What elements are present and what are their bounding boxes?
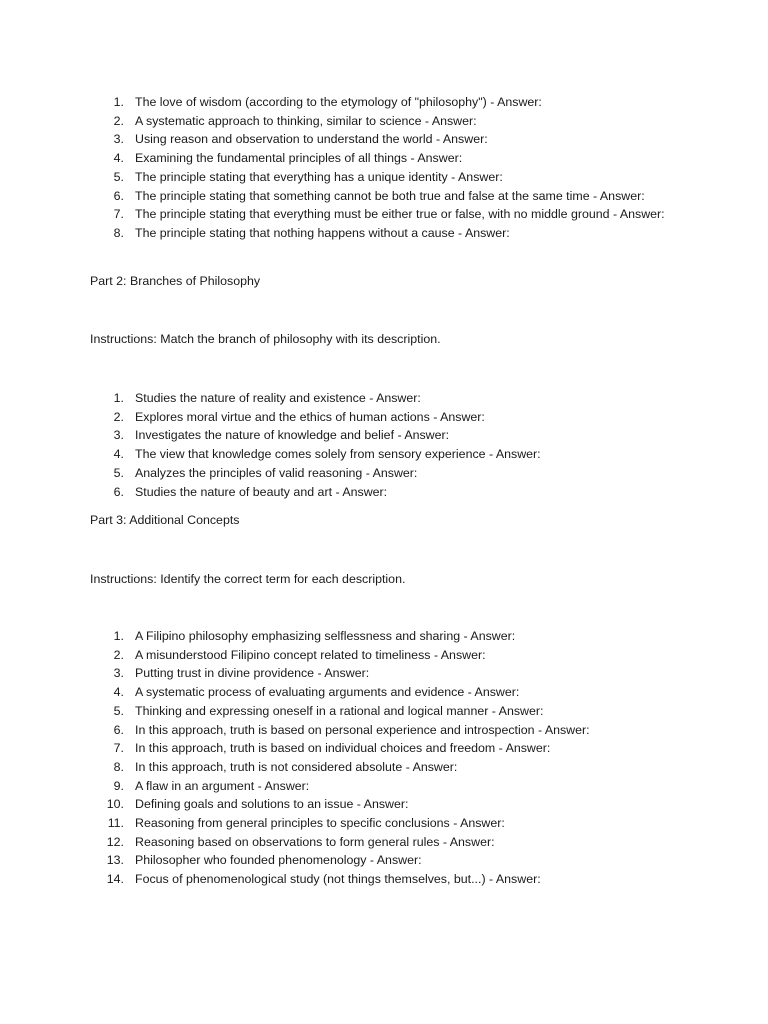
list-item bbox=[90, 224, 690, 243]
list-item bbox=[90, 664, 690, 683]
item-number: 7. bbox=[113, 741, 124, 756]
list-item bbox=[90, 408, 690, 427]
item-number: 2. bbox=[113, 409, 124, 424]
item-text: Studies the nature of reality and existence - Answer: bbox=[135, 391, 421, 405]
item-text: Using reason and observation to understand the world - Answer: bbox=[135, 132, 488, 147]
list-item bbox=[90, 426, 690, 445]
item-number: 4. bbox=[113, 447, 124, 462]
item-text: Studies the nature of beauty and art - Answer: bbox=[135, 484, 388, 499]
item-number: 8. bbox=[113, 759, 124, 774]
item-number: 11. bbox=[107, 816, 124, 831]
item-number: 4. bbox=[113, 151, 124, 166]
item-number: 5. bbox=[113, 465, 124, 480]
item-text: The principle stating that everything has a unique identity - Answer: bbox=[135, 169, 503, 184]
item-number: 9. bbox=[113, 778, 124, 793]
item-text: Investigates the nature of knowledge and belief - Answer: bbox=[135, 428, 450, 443]
list-item bbox=[90, 833, 690, 852]
list-item bbox=[90, 205, 690, 224]
item-text: A systematic approach to thinking, similar to science - Answer: bbox=[135, 113, 477, 128]
list-item bbox=[90, 168, 690, 187]
item-text: In this approach, truth is not considered absolute - Answer: bbox=[135, 759, 458, 774]
item-number: 6. bbox=[113, 484, 124, 499]
item-text: A misunderstood Filipino concept related to timeliness - Answer: bbox=[135, 647, 486, 662]
item-number: 3. bbox=[113, 428, 124, 443]
item-number: 2. bbox=[113, 647, 124, 662]
item-text: In this approach, truth is based on individual choices and freedom - Answer: bbox=[135, 741, 551, 756]
item-text: Examining the fundamental principles of all things - Answer: bbox=[135, 151, 463, 166]
item-number: 1. bbox=[113, 95, 124, 109]
list-item bbox=[90, 445, 690, 464]
item-text: Thinking and expressing oneself in a rational and logical manner - Answer: bbox=[135, 703, 544, 718]
list-item bbox=[90, 814, 690, 833]
list-item bbox=[90, 777, 690, 796]
list-item bbox=[90, 389, 690, 408]
list-item bbox=[90, 702, 690, 721]
item-text: A Filipino philosophy emphasizing selflessness and sharing - Answer: bbox=[135, 629, 516, 643]
item-number: 1. bbox=[113, 629, 124, 643]
item-number: 12. bbox=[106, 834, 124, 849]
item-number: 3. bbox=[113, 132, 124, 147]
item-text: The view that knowledge comes solely from sensory experience - Answer: bbox=[135, 447, 541, 462]
list-item bbox=[90, 627, 690, 646]
item-text: Putting trust in divine providence - Answer: bbox=[135, 666, 370, 681]
item-text: Reasoning based on observations to form general rules - Answer: bbox=[135, 834, 495, 849]
item-number: 1. bbox=[113, 391, 124, 405]
item-number: 7. bbox=[113, 207, 124, 222]
list-item bbox=[90, 483, 690, 502]
item-text: The love of wisdom (according to the etymology of "philosophy") - Answer: bbox=[135, 95, 542, 109]
item-text: Focus of phenomenological study (not things themselves, but...) - Answer: bbox=[135, 872, 541, 887]
item-text: Philosopher who founded phenomenology - Answer: bbox=[135, 853, 422, 868]
list-item bbox=[90, 851, 690, 870]
question-list-part3 bbox=[90, 627, 690, 889]
part2-heading: Part 2: Branches of Philosophy bbox=[90, 274, 261, 288]
item-text: The principle stating that something cannot be both true and false at the same time - Answer: bbox=[135, 188, 645, 203]
item-number: 8. bbox=[113, 225, 124, 240]
list-item bbox=[90, 93, 690, 112]
item-number: 10. bbox=[106, 797, 124, 812]
item-number: 6. bbox=[113, 188, 124, 203]
question-list-part2 bbox=[90, 389, 690, 501]
item-number: 14. bbox=[106, 872, 124, 887]
list-item bbox=[90, 739, 690, 758]
list-item bbox=[90, 149, 690, 168]
list-item bbox=[90, 130, 690, 149]
item-text: The principle stating that nothing happens without a cause - Answer: bbox=[135, 225, 510, 240]
list-item bbox=[90, 758, 690, 777]
item-text: A flaw in an argument - Answer: bbox=[135, 778, 310, 793]
item-text: A systematic process of evaluating arguments and evidence - Answer: bbox=[135, 685, 520, 700]
item-number: 4. bbox=[113, 685, 124, 700]
list-item bbox=[90, 795, 690, 814]
part2-instructions: Instructions: Match the branch of philosophy with its description. bbox=[90, 332, 441, 346]
item-text: The principle stating that everything must be either true or false, with no middle ground - Answer: bbox=[135, 207, 665, 222]
item-text: Analyzes the principles of valid reasoning - Answer: bbox=[135, 465, 418, 480]
part3-instructions: Instructions: Identify the correct term for each description. bbox=[90, 572, 406, 586]
list-item bbox=[90, 112, 690, 131]
item-number: 5. bbox=[113, 703, 124, 718]
list-item bbox=[90, 870, 690, 889]
list-item bbox=[90, 187, 690, 206]
item-number: 3. bbox=[113, 666, 124, 681]
item-text: Reasoning from general principles to specific conclusions - Answer: bbox=[135, 816, 505, 831]
item-number: 6. bbox=[113, 722, 124, 737]
list-item bbox=[90, 646, 690, 665]
list-item bbox=[90, 683, 690, 702]
question-list-part1 bbox=[90, 93, 690, 243]
item-number: 13. bbox=[106, 853, 124, 868]
item-text: Explores moral virtue and the ethics of human actions - Answer: bbox=[135, 409, 485, 424]
item-number: 2. bbox=[113, 113, 124, 128]
list-item bbox=[90, 464, 690, 483]
list-item bbox=[90, 721, 690, 740]
item-text: Defining goals and solutions to an issue - Answer: bbox=[135, 797, 409, 812]
part3-heading: Part 3: Additional Concepts bbox=[90, 513, 240, 527]
item-text: In this approach, truth is based on personal experience and introspection - Answer: bbox=[135, 722, 590, 737]
item-number: 5. bbox=[113, 169, 124, 184]
